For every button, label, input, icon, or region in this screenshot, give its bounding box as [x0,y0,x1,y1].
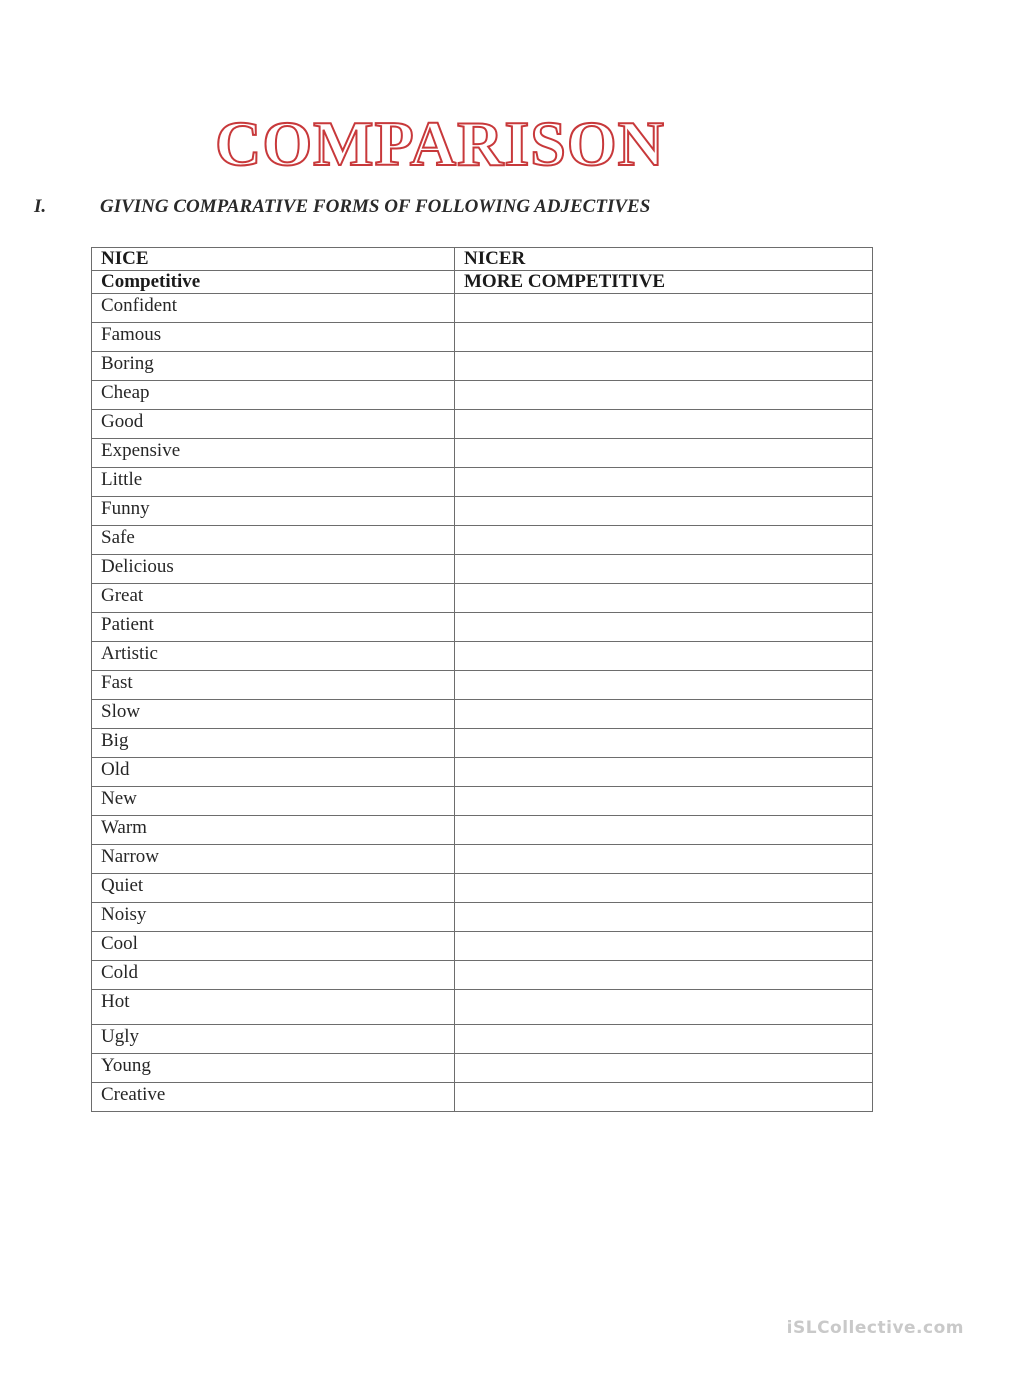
table-row [92,526,873,555]
adjective-cell: NICE [92,248,455,271]
comparative-answer-cell[interactable] [455,439,873,468]
table-row [92,961,873,990]
table-row [92,294,873,323]
table-row [92,758,873,787]
comparative-answer-cell[interactable] [455,584,873,613]
table-row [92,642,873,671]
adjective-cell: Fast [92,671,455,700]
watermark-text: iSLCollective.com [786,1318,964,1338]
comparative-cell: MORE COMPETITIVE [455,271,873,294]
table-row [92,439,873,468]
adjective-cell: Funny [92,497,455,526]
comparative-answer-cell[interactable] [455,932,873,961]
adjective-cell: Confident [92,294,455,323]
table-row [92,816,873,845]
table-row [92,381,873,410]
comparative-answer-cell[interactable] [455,526,873,555]
adjective-cell: Famous [92,323,455,352]
comparative-answer-cell[interactable] [455,323,873,352]
adjective-cell: Noisy [92,903,455,932]
table-row [92,1054,873,1083]
comparative-answer-cell[interactable] [455,468,873,497]
table-row [92,787,873,816]
adjective-cell: Competitive [92,271,455,294]
adjective-cell: Young [92,1054,455,1083]
comparative-forms-table [91,247,873,1112]
comparative-answer-cell[interactable] [455,758,873,787]
table-row [92,671,873,700]
comparative-answer-cell[interactable] [455,787,873,816]
comparative-answer-cell[interactable] [455,410,873,439]
adjective-cell: New [92,787,455,816]
adjective-cell: Old [92,758,455,787]
example-row [92,271,873,294]
comparative-answer-cell[interactable] [455,613,873,642]
comparative-answer-cell[interactable] [455,700,873,729]
adjective-cell: Expensive [92,439,455,468]
section-heading [34,196,650,218]
table-row [92,990,873,1025]
comparative-answer-cell[interactable] [455,874,873,903]
adjective-cell: Cool [92,932,455,961]
table-row [92,874,873,903]
comparative-answer-cell[interactable] [455,1054,873,1083]
table-row [92,555,873,584]
comparative-answer-cell[interactable] [455,381,873,410]
adjective-cell: Creative [92,1083,455,1112]
adjective-cell: Delicious [92,555,455,584]
table-row [92,845,873,874]
table-row [92,352,873,381]
comparative-answer-cell[interactable] [455,1083,873,1112]
adjective-cell: Good [92,410,455,439]
adjective-cell: Cold [92,961,455,990]
example-row [92,248,873,271]
adjective-cell: Cheap [92,381,455,410]
table-row [92,410,873,439]
adjective-cell: Patient [92,613,455,642]
comparative-answer-cell[interactable] [455,671,873,700]
table-row [92,700,873,729]
comparative-answer-cell[interactable] [455,729,873,758]
table-row [92,1025,873,1054]
adjective-cell: Quiet [92,874,455,903]
comparative-answer-cell[interactable] [455,990,873,1025]
comparative-answer-cell[interactable] [455,1025,873,1054]
page-title: COMPARISON [215,108,665,179]
table-row [92,932,873,961]
adjective-cell: Great [92,584,455,613]
table-row [92,584,873,613]
adjective-cell: Hot [92,990,455,1025]
comparative-answer-cell[interactable] [455,903,873,932]
comparative-answer-cell[interactable] [455,816,873,845]
adjective-cell: Boring [92,352,455,381]
adjective-cell: Narrow [92,845,455,874]
adjective-cell: Artistic [92,642,455,671]
comparative-answer-cell[interactable] [455,961,873,990]
comparative-cell: NICER [455,248,873,271]
adjective-cell: Warm [92,816,455,845]
adjective-cell: Big [92,729,455,758]
comparative-answer-cell[interactable] [455,294,873,323]
adjective-cell: Slow [92,700,455,729]
table-row [92,903,873,932]
adjective-cell: Safe [92,526,455,555]
adjective-cell: Little [92,468,455,497]
section-number: I. [34,196,47,217]
table-row [92,729,873,758]
table-row [92,1083,873,1112]
comparative-answer-cell[interactable] [455,555,873,584]
table-row [92,613,873,642]
comparative-answer-cell[interactable] [455,352,873,381]
table-row [92,323,873,352]
comparative-answer-cell[interactable] [455,642,873,671]
comparative-answer-cell[interactable] [455,497,873,526]
comparative-answer-cell[interactable] [455,845,873,874]
section-heading-text: GIVING COMPARATIVE FORMS OF FOLLOWING ADJECTIVES [100,196,651,217]
adjective-cell: Ugly [92,1025,455,1054]
table-row [92,497,873,526]
table-row [92,468,873,497]
